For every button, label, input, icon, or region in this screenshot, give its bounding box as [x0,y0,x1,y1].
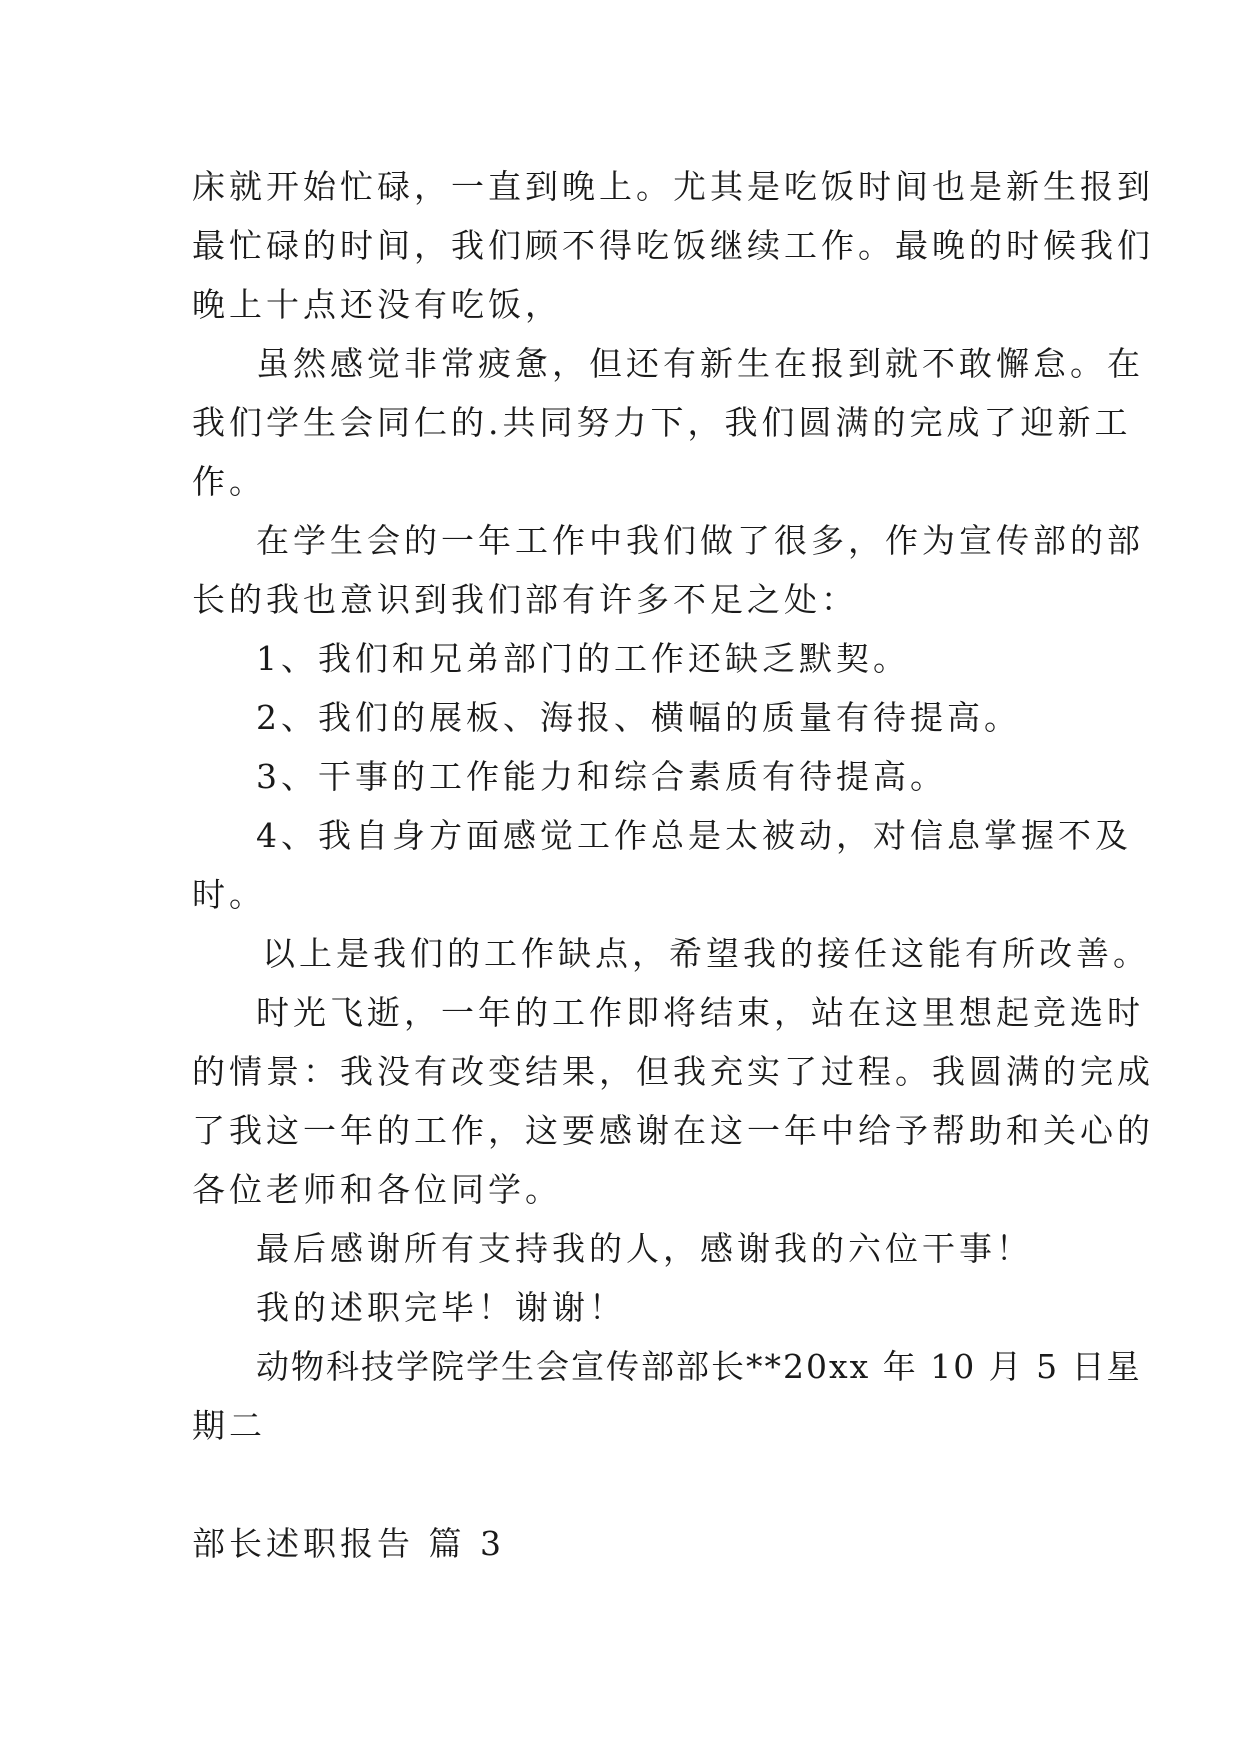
text-line: 各位老师和各位同学。 [192,1170,562,1209]
text-line: 时。 [192,875,266,914]
text-line: 虽然感觉非常疲惫，但还有新生在报到就不敢懈怠。在 [256,344,1144,383]
text-line: 期二 [192,1406,266,1445]
text-line: 长的我也意识到我们部有许多不足之处： [192,580,858,619]
text-line: 我的述职完毕！谢谢！ [256,1288,626,1327]
list-item: 1、我们和兄弟部门的工作还缺乏默契。 [256,639,910,678]
text-line: 床就开始忙碌，一直到晚上。尤其是吃饭时间也是新生报到 [192,167,1154,206]
text-line: 了我这一年的工作，这要感谢在这一年中给予帮助和关心的 [192,1111,1154,1150]
text-line: 最忙碌的时间，我们顾不得吃饭继续工作。最晚的时候我们 [192,226,1154,265]
text-line: 晚上十点还没有吃饭， [192,285,562,324]
text-line: 在学生会的一年工作中我们做了很多，作为宣传部的部 [256,521,1144,560]
text-line: 我们学生会同仁的.共同努力下，我们圆满的完成了迎新工 [192,403,1132,442]
list-item: 3、干事的工作能力和综合素质有待提高。 [256,757,947,796]
list-item: 4、我自身方面感觉工作总是太被动，对信息掌握不及 [256,816,1132,855]
list-item: 2、我们的展板、海报、横幅的质量有待提高。 [256,698,1021,737]
text-line: 时光飞逝，一年的工作即将结束，站在这里想起竞选时 [256,993,1144,1032]
text-line: 作。 [192,462,266,501]
text-line: 以上是我们的工作缺点，希望我的接任这能有所改善。 [262,934,1150,973]
text-line: 最后感谢所有支持我的人，感谢我的六位干事！ [256,1229,1033,1268]
signature-line: 动物科技学院学生会宣传部部长**20xx 年 10 月 5 日星 [256,1347,1142,1386]
section-heading: 部长述职报告 篇 3 [192,1524,505,1563]
text-line: 的情景：我没有改变结果，但我充实了过程。我圆满的完成 [192,1052,1154,1091]
